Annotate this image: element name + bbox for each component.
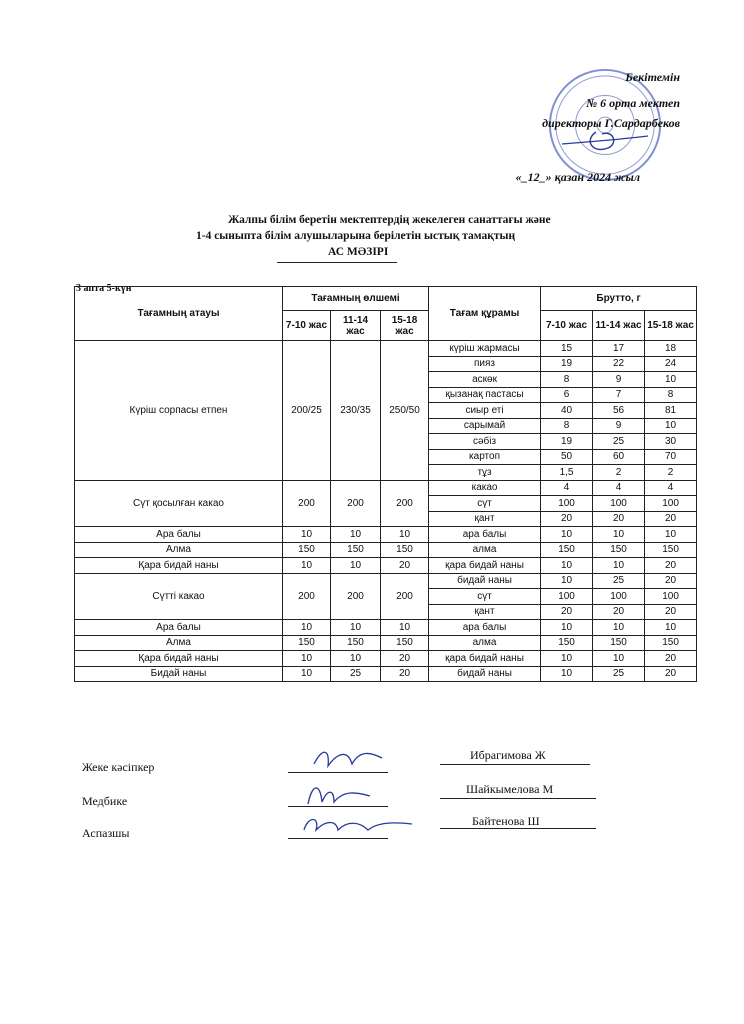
gross-15-18-cell: 18 (645, 341, 697, 357)
gross-7-10-cell: 10 (541, 620, 593, 636)
gross-11-14-cell: 10 (593, 527, 645, 543)
approval-line-1: Бекітемін (625, 70, 680, 84)
dish-name-cell: Ара балы (75, 620, 283, 636)
gross-15-18-cell: 20 (645, 511, 697, 527)
nurse-signature-icon (300, 778, 380, 810)
gross-11-14-cell: 20 (593, 511, 645, 527)
gross-11-14-cell: 17 (593, 341, 645, 357)
portion-15-18-cell: 10 (381, 620, 429, 636)
table-row (75, 635, 697, 651)
ingredient-name-cell: сүт (429, 496, 541, 512)
portion-11-14-cell: 200 (331, 573, 381, 620)
gross-11-14-cell: 150 (593, 542, 645, 558)
ingredient-name-cell: қант (429, 604, 541, 620)
header-gross: Брутто, г (541, 287, 697, 311)
gross-11-14-cell: 22 (593, 356, 645, 372)
gross-15-18-cell: 20 (645, 666, 697, 682)
cook-signature-icon (298, 808, 418, 840)
header-dish-name: Тағамның атауы (75, 287, 283, 341)
title-line-2: 1-4 сыныпта білім алушыларына берілетін ыстық тамақтың (196, 230, 516, 242)
portion-15-18-cell: 200 (381, 480, 429, 527)
portion-15-18-cell: 20 (381, 558, 429, 574)
approval-date: «_12_» қазан 2024 жыл (515, 170, 640, 184)
title-line-3: АС МӘЗІРІ (328, 246, 389, 258)
portion-7-10-cell: 10 (283, 558, 331, 574)
gross-7-10-cell: 10 (541, 651, 593, 667)
gross-15-18-cell: 24 (645, 356, 697, 372)
ingredient-name-cell: бидай наны (429, 666, 541, 682)
gross-15-18-cell: 10 (645, 527, 697, 543)
ingredient-name-cell: сиыр еті (429, 403, 541, 419)
gross-7-10-cell: 19 (541, 434, 593, 450)
ingredient-name-cell: картоп (429, 449, 541, 465)
gross-11-14-cell: 100 (593, 589, 645, 605)
dish-name-cell: Сүтті какао (75, 573, 283, 620)
dish-name-cell: Алма (75, 542, 283, 558)
ingredient-name-cell: қара бидай наны (429, 558, 541, 574)
role-cook: Аспазшы (82, 826, 130, 840)
dish-name-cell: Қара бидай наны (75, 558, 283, 574)
ingredient-name-cell: тұз (429, 465, 541, 481)
header-age-15-18: 15-18 жас (381, 311, 429, 341)
gross-7-10-cell: 20 (541, 604, 593, 620)
gross-11-14-cell: 25 (593, 573, 645, 589)
portion-15-18-cell: 10 (381, 527, 429, 543)
portion-15-18-cell: 20 (381, 666, 429, 682)
portion-7-10-cell: 10 (283, 666, 331, 682)
table-row (75, 542, 697, 558)
gross-15-18-cell: 8 (645, 387, 697, 403)
gross-7-10-cell: 10 (541, 666, 593, 682)
ingredient-name-cell: аскөк (429, 372, 541, 388)
header-ingredients: Тағам құрамы (429, 287, 541, 341)
title-underline (277, 262, 397, 263)
gross-7-10-cell: 100 (541, 496, 593, 512)
gross-11-14-cell: 9 (593, 372, 645, 388)
gross-7-10-cell: 15 (541, 341, 593, 357)
gross-11-14-cell: 25 (593, 434, 645, 450)
dish-name-cell: Бидай наны (75, 666, 283, 682)
portion-11-14-cell: 10 (331, 651, 381, 667)
name-nurse: Шайкымелова М (466, 782, 554, 796)
ingredient-name-cell: сүт (429, 589, 541, 605)
gross-15-18-cell: 70 (645, 449, 697, 465)
portion-7-10-cell: 200 (283, 573, 331, 620)
name-line (440, 828, 596, 829)
portion-11-14-cell: 150 (331, 542, 381, 558)
header-portion: Тағамның өлшемі (283, 287, 429, 311)
gross-7-10-cell: 50 (541, 449, 593, 465)
approval-line-3: директоры Г.Сардарбеков (542, 116, 680, 130)
gross-7-10-cell: 8 (541, 372, 593, 388)
portion-15-18-cell: 150 (381, 542, 429, 558)
portion-15-18-cell: 250/50 (381, 341, 429, 481)
ingredient-name-cell: қызанақ пастасы (429, 387, 541, 403)
gross-15-18-cell: 81 (645, 403, 697, 419)
gross-11-14-cell: 10 (593, 558, 645, 574)
gross-11-14-cell: 7 (593, 387, 645, 403)
gross-15-18-cell: 2 (645, 465, 697, 481)
gross-7-10-cell: 40 (541, 403, 593, 419)
name-line (440, 764, 590, 765)
entrepreneur-signature-icon (308, 744, 388, 774)
gross-7-10-cell: 150 (541, 542, 593, 558)
table-row (75, 558, 697, 574)
gross-11-14-cell: 150 (593, 635, 645, 651)
gross-15-18-cell: 20 (645, 573, 697, 589)
portion-11-14-cell: 200 (331, 480, 381, 527)
ingredient-name-cell: қант (429, 511, 541, 527)
gross-7-10-cell: 4 (541, 480, 593, 496)
approval-line-2: № 6 орта мектеп (586, 96, 680, 110)
gross-7-10-cell: 100 (541, 589, 593, 605)
gross-15-18-cell: 20 (645, 604, 697, 620)
ingredient-name-cell: қара бидай наны (429, 651, 541, 667)
ingredient-name-cell: ара балы (429, 527, 541, 543)
menu-table (74, 286, 697, 682)
gross-7-10-cell: 1,5 (541, 465, 593, 481)
gross-7-10-cell: 20 (541, 511, 593, 527)
ingredient-name-cell: какао (429, 480, 541, 496)
portion-11-14-cell: 10 (331, 620, 381, 636)
gross-11-14-cell: 9 (593, 418, 645, 434)
gross-15-18-cell: 100 (645, 496, 697, 512)
portion-11-14-cell: 230/35 (331, 341, 381, 481)
portion-15-18-cell: 150 (381, 635, 429, 651)
gross-11-14-cell: 4 (593, 480, 645, 496)
gross-7-10-cell: 19 (541, 356, 593, 372)
gross-7-10-cell: 8 (541, 418, 593, 434)
portion-7-10-cell: 10 (283, 651, 331, 667)
ingredient-name-cell: ара балы (429, 620, 541, 636)
portion-11-14-cell: 150 (331, 635, 381, 651)
table-row (75, 651, 697, 667)
portion-15-18-cell: 20 (381, 651, 429, 667)
table-row (75, 527, 697, 543)
header-gross-age-11-14: 11-14 жас (593, 311, 645, 341)
name-entrepreneur: Ибрагимова Ж (470, 748, 546, 762)
gross-15-18-cell: 20 (645, 558, 697, 574)
name-cook: Байтенова Ш (472, 814, 540, 828)
gross-7-10-cell: 10 (541, 573, 593, 589)
title-line-1: Жалпы білім беретін мектептердің жекелеген санаттағы және (228, 214, 551, 226)
role-nurse: Медбике (82, 794, 128, 808)
portion-7-10-cell: 150 (283, 635, 331, 651)
header-age-7-10: 7-10 жас (283, 311, 331, 341)
gross-11-14-cell: 10 (593, 651, 645, 667)
role-entrepreneur: Жеке кәсіпкер (82, 760, 155, 774)
gross-11-14-cell: 60 (593, 449, 645, 465)
dish-name-cell: Алма (75, 635, 283, 651)
portion-7-10-cell: 200 (283, 480, 331, 527)
gross-15-18-cell: 10 (645, 372, 697, 388)
portion-15-18-cell: 200 (381, 573, 429, 620)
gross-7-10-cell: 150 (541, 635, 593, 651)
ingredient-name-cell: алма (429, 542, 541, 558)
table-row (75, 480, 697, 496)
gross-11-14-cell: 2 (593, 465, 645, 481)
dish-name-cell: Күріш сорпасы етпен (75, 341, 283, 481)
portion-11-14-cell: 10 (331, 558, 381, 574)
portion-7-10-cell: 10 (283, 527, 331, 543)
table-row (75, 620, 697, 636)
portion-11-14-cell: 10 (331, 527, 381, 543)
gross-11-14-cell: 20 (593, 604, 645, 620)
gross-15-18-cell: 30 (645, 434, 697, 450)
portion-7-10-cell: 200/25 (283, 341, 331, 481)
dish-name-cell: Сүт қосылған какао (75, 480, 283, 527)
gross-15-18-cell: 20 (645, 651, 697, 667)
dish-name-cell: Ара балы (75, 527, 283, 543)
ingredient-name-cell: алма (429, 635, 541, 651)
ingredient-name-cell: пияз (429, 356, 541, 372)
week-day-label: 3 апта 5-күн (76, 283, 132, 294)
portion-7-10-cell: 10 (283, 620, 331, 636)
ingredient-name-cell: күріш жармасы (429, 341, 541, 357)
gross-15-18-cell: 150 (645, 542, 697, 558)
dish-name-cell: Қара бидай наны (75, 651, 283, 667)
header-age-11-14: 11-14 жас (331, 311, 381, 341)
header-gross-age-15-18: 15-18 жас (645, 311, 697, 341)
ingredient-name-cell: бидай наны (429, 573, 541, 589)
header-gross-age-7-10: 7-10 жас (541, 311, 593, 341)
ingredient-name-cell: сәбіз (429, 434, 541, 450)
portion-11-14-cell: 25 (331, 666, 381, 682)
gross-15-18-cell: 4 (645, 480, 697, 496)
ingredient-name-cell: сарымай (429, 418, 541, 434)
table-row (75, 666, 697, 682)
gross-7-10-cell: 10 (541, 527, 593, 543)
table-row (75, 341, 697, 357)
gross-11-14-cell: 25 (593, 666, 645, 682)
director-signature-icon (556, 122, 656, 162)
gross-15-18-cell: 150 (645, 635, 697, 651)
gross-15-18-cell: 100 (645, 589, 697, 605)
gross-11-14-cell: 56 (593, 403, 645, 419)
name-line (440, 798, 596, 799)
gross-11-14-cell: 10 (593, 620, 645, 636)
gross-7-10-cell: 6 (541, 387, 593, 403)
gross-11-14-cell: 100 (593, 496, 645, 512)
table-row (75, 573, 697, 589)
portion-7-10-cell: 150 (283, 542, 331, 558)
gross-7-10-cell: 10 (541, 558, 593, 574)
gross-15-18-cell: 10 (645, 620, 697, 636)
gross-15-18-cell: 10 (645, 418, 697, 434)
